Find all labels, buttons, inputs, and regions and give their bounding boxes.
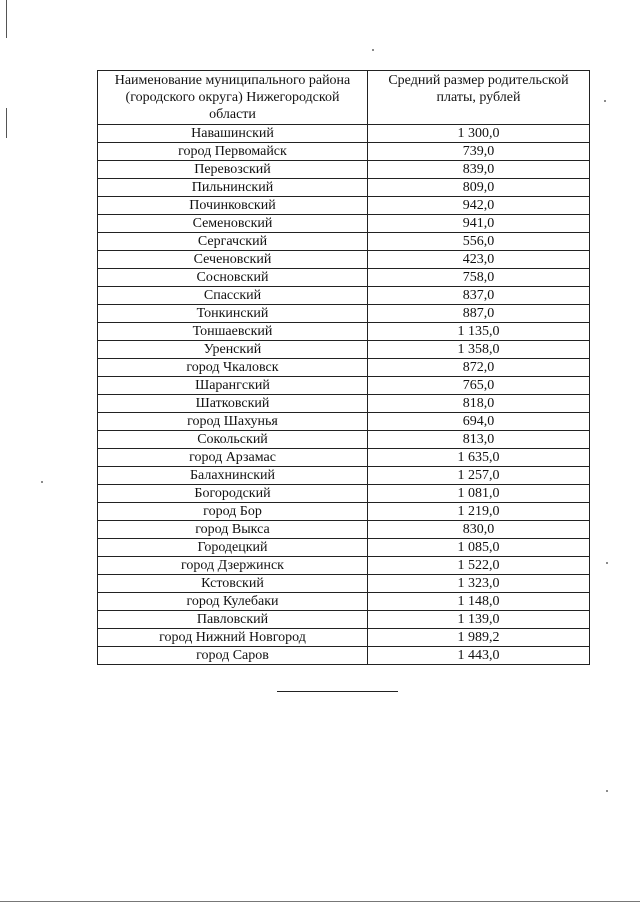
average-fee-cell: 1 257,0 bbox=[368, 467, 590, 485]
table-row bbox=[98, 503, 590, 521]
scan-speck bbox=[604, 100, 606, 102]
district-name-cell: Тонкинский bbox=[98, 305, 368, 323]
table-row bbox=[98, 521, 590, 539]
table-row bbox=[98, 557, 590, 575]
average-fee-cell: 1 081,0 bbox=[368, 485, 590, 503]
district-name-cell: Кстовский bbox=[98, 575, 368, 593]
table-row bbox=[98, 305, 590, 323]
average-fee-cell: 765,0 bbox=[368, 377, 590, 395]
district-name-cell: город Нижний Новгород bbox=[98, 629, 368, 647]
district-name-cell: Балахнинский bbox=[98, 467, 368, 485]
district-name-cell: Шарангский bbox=[98, 377, 368, 395]
average-fee-cell: 1 323,0 bbox=[368, 575, 590, 593]
average-fee-cell: 809,0 bbox=[368, 179, 590, 197]
table-row bbox=[98, 323, 590, 341]
average-fee-cell: 837,0 bbox=[368, 287, 590, 305]
column-header-district bbox=[98, 71, 368, 125]
table-row bbox=[98, 179, 590, 197]
average-fee-cell: 830,0 bbox=[368, 521, 590, 539]
average-fee-cell: 1 085,0 bbox=[368, 539, 590, 557]
average-fee-cell: 1 300,0 bbox=[368, 125, 590, 143]
header-line: области bbox=[209, 107, 256, 122]
average-fee-cell: 941,0 bbox=[368, 215, 590, 233]
district-name-cell: Сеченовский bbox=[98, 251, 368, 269]
district-name-cell: Городецкий bbox=[98, 539, 368, 557]
average-fee-cell: 1 989,2 bbox=[368, 629, 590, 647]
table-row bbox=[98, 647, 590, 665]
district-name-cell: город Выкса bbox=[98, 521, 368, 539]
page-bottom-line bbox=[0, 901, 640, 902]
district-name-cell: город Чкаловск bbox=[98, 359, 368, 377]
table-row bbox=[98, 593, 590, 611]
district-name-cell: Семеновский bbox=[98, 215, 368, 233]
scan-edge-mark-top bbox=[6, 0, 7, 38]
average-fee-cell: 1 135,0 bbox=[368, 323, 590, 341]
table-header-row bbox=[98, 71, 590, 125]
district-name-cell: Навашинский bbox=[98, 125, 368, 143]
average-fee-cell: 423,0 bbox=[368, 251, 590, 269]
header-line: Средний размер родительской bbox=[388, 73, 569, 88]
table-row bbox=[98, 125, 590, 143]
table-row bbox=[98, 341, 590, 359]
table-row bbox=[98, 197, 590, 215]
table-row bbox=[98, 449, 590, 467]
district-name-cell: город Первомайск bbox=[98, 143, 368, 161]
district-name-cell: Перевозский bbox=[98, 161, 368, 179]
average-fee-cell: 872,0 bbox=[368, 359, 590, 377]
district-name-cell: Сокольский bbox=[98, 431, 368, 449]
district-name-cell: Сосновский bbox=[98, 269, 368, 287]
average-fee-cell: 1 522,0 bbox=[368, 557, 590, 575]
scan-speck bbox=[606, 562, 608, 564]
district-name-cell: Сергачский bbox=[98, 233, 368, 251]
average-fee-cell: 1 635,0 bbox=[368, 449, 590, 467]
average-fee-cell: 818,0 bbox=[368, 395, 590, 413]
district-name-cell: город Кулебаки bbox=[98, 593, 368, 611]
district-name-cell: Починковский bbox=[98, 197, 368, 215]
table-row bbox=[98, 395, 590, 413]
table-row bbox=[98, 233, 590, 251]
average-fee-cell: 1 219,0 bbox=[368, 503, 590, 521]
district-name-cell: город Бор bbox=[98, 503, 368, 521]
average-fee-cell: 758,0 bbox=[368, 269, 590, 287]
average-fee-cell: 739,0 bbox=[368, 143, 590, 161]
table-row bbox=[98, 485, 590, 503]
district-name-cell: Тоншаевский bbox=[98, 323, 368, 341]
table-row bbox=[98, 161, 590, 179]
table-row bbox=[98, 539, 590, 557]
district-name-cell: Богородский bbox=[98, 485, 368, 503]
district-name-cell: город Дзержинск bbox=[98, 557, 368, 575]
table-row bbox=[98, 251, 590, 269]
district-name-cell: Шатковский bbox=[98, 395, 368, 413]
average-fee-cell: 1 443,0 bbox=[368, 647, 590, 665]
scan-speck bbox=[372, 49, 374, 51]
header-line: Наименование муниципального района bbox=[114, 73, 351, 88]
scan-edge-mark-middle bbox=[6, 108, 7, 138]
district-name-cell: Уренский bbox=[98, 341, 368, 359]
table-row bbox=[98, 575, 590, 593]
table-row bbox=[98, 287, 590, 305]
scan-speck bbox=[606, 790, 608, 792]
district-name-cell: Спасский bbox=[98, 287, 368, 305]
average-fee-cell: 839,0 bbox=[368, 161, 590, 179]
table-row bbox=[98, 467, 590, 485]
average-fee-cell: 1 358,0 bbox=[368, 341, 590, 359]
average-fee-cell: 694,0 bbox=[368, 413, 590, 431]
parental-fee-table bbox=[97, 70, 590, 665]
scan-speck bbox=[41, 481, 43, 483]
district-name-cell: город Арзамас bbox=[98, 449, 368, 467]
table-row bbox=[98, 431, 590, 449]
district-name-cell: город Саров bbox=[98, 647, 368, 665]
column-header-fee bbox=[368, 71, 590, 125]
average-fee-cell: 887,0 bbox=[368, 305, 590, 323]
table-row bbox=[98, 377, 590, 395]
table-row bbox=[98, 269, 590, 287]
average-fee-cell: 556,0 bbox=[368, 233, 590, 251]
header-line: платы, рублей bbox=[436, 90, 521, 105]
table-row bbox=[98, 215, 590, 233]
district-name-cell: Павловский bbox=[98, 611, 368, 629]
table-row bbox=[98, 629, 590, 647]
average-fee-cell: 813,0 bbox=[368, 431, 590, 449]
district-name-cell: город Шахунья bbox=[98, 413, 368, 431]
average-fee-cell: 1 139,0 bbox=[368, 611, 590, 629]
table-row bbox=[98, 143, 590, 161]
header-line: (городского округа) Нижегородской bbox=[125, 90, 340, 105]
table-row bbox=[98, 413, 590, 431]
closing-rule bbox=[277, 691, 398, 692]
average-fee-cell: 942,0 bbox=[368, 197, 590, 215]
table-row bbox=[98, 359, 590, 377]
table-row bbox=[98, 611, 590, 629]
district-name-cell: Пильнинский bbox=[98, 179, 368, 197]
average-fee-cell: 1 148,0 bbox=[368, 593, 590, 611]
